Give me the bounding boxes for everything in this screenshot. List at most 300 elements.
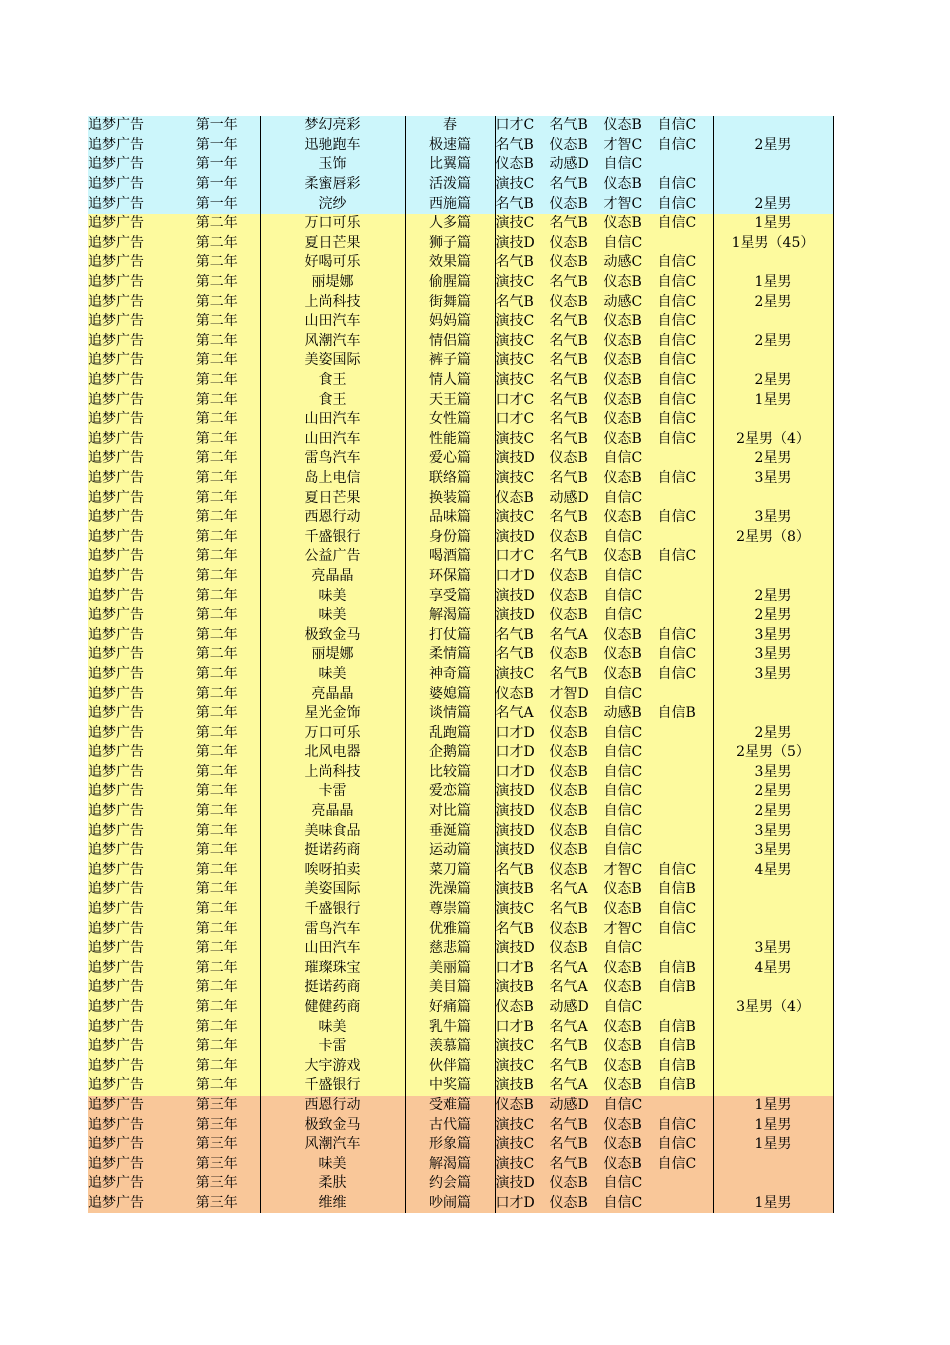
year-cell[interactable]: 第二年 bbox=[174, 684, 260, 704]
episode-cell[interactable]: 解渴篇 bbox=[405, 606, 495, 626]
episode-cell[interactable]: 尊崇篇 bbox=[405, 900, 495, 920]
year-cell[interactable]: 第三年 bbox=[174, 1194, 260, 1214]
episode-cell[interactable]: 谈情篇 bbox=[405, 704, 495, 724]
year-cell[interactable]: 第一年 bbox=[174, 194, 260, 214]
requirements-cell[interactable] bbox=[495, 1076, 713, 1096]
requirements-cell[interactable] bbox=[495, 998, 713, 1018]
star-cell[interactable] bbox=[713, 684, 833, 704]
episode-cell[interactable]: 对比篇 bbox=[405, 802, 495, 822]
requirements-cell[interactable] bbox=[495, 684, 713, 704]
show-cell[interactable]: 追梦广告 bbox=[88, 390, 174, 410]
client-cell[interactable]: 迅驰跑车 bbox=[260, 136, 405, 156]
episode-cell[interactable]: 比较篇 bbox=[405, 763, 495, 783]
show-cell[interactable]: 追梦广告 bbox=[88, 1076, 174, 1096]
show-cell[interactable]: 追梦广告 bbox=[88, 606, 174, 626]
client-cell[interactable]: 柔蜜唇彩 bbox=[260, 175, 405, 195]
star-cell[interactable] bbox=[713, 900, 833, 920]
year-cell[interactable]: 第二年 bbox=[174, 214, 260, 234]
show-cell[interactable]: 追梦广告 bbox=[88, 469, 174, 489]
requirements-cell[interactable] bbox=[495, 1135, 713, 1155]
requirements-cell[interactable] bbox=[495, 900, 713, 920]
requirements-cell[interactable] bbox=[495, 1037, 713, 1057]
show-cell[interactable]: 追梦广告 bbox=[88, 194, 174, 214]
star-cell[interactable]: 4星男 bbox=[713, 959, 833, 979]
year-cell[interactable]: 第二年 bbox=[174, 488, 260, 508]
episode-cell[interactable]: 换装篇 bbox=[405, 488, 495, 508]
episode-cell[interactable]: 古代篇 bbox=[405, 1115, 495, 1135]
requirements-cell[interactable] bbox=[495, 527, 713, 547]
year-cell[interactable]: 第二年 bbox=[174, 253, 260, 273]
star-cell[interactable] bbox=[713, 351, 833, 371]
year-cell[interactable]: 第二年 bbox=[174, 919, 260, 939]
year-cell[interactable]: 第二年 bbox=[174, 312, 260, 332]
requirements-cell[interactable] bbox=[495, 665, 713, 685]
requirements-cell[interactable] bbox=[495, 606, 713, 626]
client-cell[interactable]: 亮晶晶 bbox=[260, 567, 405, 587]
show-cell[interactable]: 追梦广告 bbox=[88, 880, 174, 900]
client-cell[interactable]: 极致金马 bbox=[260, 625, 405, 645]
client-cell[interactable]: 味美 bbox=[260, 1154, 405, 1174]
episode-cell[interactable]: 约会篇 bbox=[405, 1174, 495, 1194]
year-cell[interactable]: 第二年 bbox=[174, 645, 260, 665]
episode-cell[interactable]: 狮子篇 bbox=[405, 234, 495, 254]
star-cell[interactable]: 4星男 bbox=[713, 861, 833, 881]
requirements-cell[interactable] bbox=[495, 175, 713, 195]
year-cell[interactable]: 第二年 bbox=[174, 273, 260, 293]
episode-cell[interactable]: 环保篇 bbox=[405, 567, 495, 587]
star-cell[interactable]: 1星男 bbox=[713, 1194, 833, 1214]
show-cell[interactable]: 追梦广告 bbox=[88, 861, 174, 881]
episode-cell[interactable]: 活泼篇 bbox=[405, 175, 495, 195]
client-cell[interactable]: 亮晶晶 bbox=[260, 684, 405, 704]
client-cell[interactable]: 柔肤 bbox=[260, 1174, 405, 1194]
episode-cell[interactable]: 品味篇 bbox=[405, 508, 495, 528]
requirements-cell[interactable] bbox=[495, 939, 713, 959]
requirements-cell[interactable] bbox=[495, 234, 713, 254]
episode-cell[interactable]: 受难篇 bbox=[405, 1096, 495, 1116]
episode-cell[interactable]: 爱心篇 bbox=[405, 449, 495, 469]
requirements-cell[interactable] bbox=[495, 371, 713, 391]
client-cell[interactable]: 食王 bbox=[260, 371, 405, 391]
show-cell[interactable]: 追梦广告 bbox=[88, 410, 174, 430]
show-cell[interactable]: 追梦广告 bbox=[88, 625, 174, 645]
star-cell[interactable]: 3星男 bbox=[713, 821, 833, 841]
show-cell[interactable]: 追梦广告 bbox=[88, 234, 174, 254]
show-cell[interactable]: 追梦广告 bbox=[88, 645, 174, 665]
star-cell[interactable]: 2星男（4） bbox=[713, 430, 833, 450]
year-cell[interactable]: 第二年 bbox=[174, 1057, 260, 1077]
episode-cell[interactable]: 美丽篇 bbox=[405, 959, 495, 979]
show-cell[interactable]: 追梦广告 bbox=[88, 155, 174, 175]
show-cell[interactable]: 追梦广告 bbox=[88, 508, 174, 528]
client-cell[interactable]: 大宇游戏 bbox=[260, 1057, 405, 1077]
star-cell[interactable]: 2星男 bbox=[713, 586, 833, 606]
star-cell[interactable] bbox=[713, 253, 833, 273]
year-cell[interactable]: 第二年 bbox=[174, 841, 260, 861]
show-cell[interactable]: 追梦广告 bbox=[88, 841, 174, 861]
star-cell[interactable]: 3星男 bbox=[713, 939, 833, 959]
star-cell[interactable] bbox=[713, 1037, 833, 1057]
client-cell[interactable]: 千盛银行 bbox=[260, 527, 405, 547]
year-cell[interactable]: 第二年 bbox=[174, 1076, 260, 1096]
show-cell[interactable]: 追梦广告 bbox=[88, 332, 174, 352]
star-cell[interactable] bbox=[713, 312, 833, 332]
star-cell[interactable] bbox=[713, 547, 833, 567]
episode-cell[interactable]: 柔情篇 bbox=[405, 645, 495, 665]
show-cell[interactable]: 追梦广告 bbox=[88, 919, 174, 939]
requirements-cell[interactable] bbox=[495, 625, 713, 645]
year-cell[interactable]: 第二年 bbox=[174, 567, 260, 587]
episode-cell[interactable]: 好痛篇 bbox=[405, 998, 495, 1018]
episode-cell[interactable]: 性能篇 bbox=[405, 430, 495, 450]
episode-cell[interactable]: 女性篇 bbox=[405, 410, 495, 430]
show-cell[interactable]: 追梦广告 bbox=[88, 998, 174, 1018]
show-cell[interactable]: 追梦广告 bbox=[88, 1115, 174, 1135]
year-cell[interactable]: 第二年 bbox=[174, 743, 260, 763]
show-cell[interactable]: 追梦广告 bbox=[88, 802, 174, 822]
year-cell[interactable]: 第二年 bbox=[174, 449, 260, 469]
year-cell[interactable]: 第一年 bbox=[174, 155, 260, 175]
star-cell[interactable] bbox=[713, 704, 833, 724]
client-cell[interactable]: 食王 bbox=[260, 390, 405, 410]
show-cell[interactable]: 追梦广告 bbox=[88, 351, 174, 371]
year-cell[interactable]: 第二年 bbox=[174, 234, 260, 254]
requirements-cell[interactable] bbox=[495, 449, 713, 469]
client-cell[interactable]: 美姿国际 bbox=[260, 351, 405, 371]
episode-cell[interactable]: 街舞篇 bbox=[405, 292, 495, 312]
client-cell[interactable]: 浣纱 bbox=[260, 194, 405, 214]
client-cell[interactable]: 上尚科技 bbox=[260, 292, 405, 312]
client-cell[interactable]: 夏日芒果 bbox=[260, 234, 405, 254]
star-cell[interactable] bbox=[713, 488, 833, 508]
client-cell[interactable]: 雷鸟汽车 bbox=[260, 449, 405, 469]
requirements-cell[interactable] bbox=[495, 1174, 713, 1194]
requirements-cell[interactable] bbox=[495, 959, 713, 979]
year-cell[interactable]: 第三年 bbox=[174, 1174, 260, 1194]
client-cell[interactable]: 味美 bbox=[260, 586, 405, 606]
requirements-cell[interactable] bbox=[495, 390, 713, 410]
year-cell[interactable]: 第三年 bbox=[174, 1135, 260, 1155]
star-cell[interactable]: 1星男 bbox=[713, 1096, 833, 1116]
year-cell[interactable]: 第二年 bbox=[174, 390, 260, 410]
star-cell[interactable]: 2星男 bbox=[713, 194, 833, 214]
requirements-cell[interactable] bbox=[495, 586, 713, 606]
star-cell[interactable]: 2星男（8） bbox=[713, 527, 833, 547]
show-cell[interactable]: 追梦广告 bbox=[88, 1057, 174, 1077]
client-cell[interactable]: 夏日芒果 bbox=[260, 488, 405, 508]
year-cell[interactable]: 第二年 bbox=[174, 998, 260, 1018]
star-cell[interactable] bbox=[713, 1076, 833, 1096]
star-cell[interactable]: 2星男（5） bbox=[713, 743, 833, 763]
client-cell[interactable]: 亮晶晶 bbox=[260, 802, 405, 822]
star-cell[interactable]: 3星男（4） bbox=[713, 998, 833, 1018]
episode-cell[interactable]: 爱恋篇 bbox=[405, 782, 495, 802]
star-cell[interactable]: 1星男（45） bbox=[713, 234, 833, 254]
show-cell[interactable]: 追梦广告 bbox=[88, 312, 174, 332]
client-cell[interactable]: 千盛银行 bbox=[260, 900, 405, 920]
requirements-cell[interactable] bbox=[495, 1115, 713, 1135]
client-cell[interactable]: 北风电器 bbox=[260, 743, 405, 763]
star-cell[interactable] bbox=[713, 567, 833, 587]
year-cell[interactable]: 第二年 bbox=[174, 939, 260, 959]
show-cell[interactable]: 追梦广告 bbox=[88, 1154, 174, 1174]
client-cell[interactable]: 美味食品 bbox=[260, 821, 405, 841]
client-cell[interactable]: 玉饰 bbox=[260, 155, 405, 175]
star-cell[interactable]: 1星男 bbox=[713, 214, 833, 234]
episode-cell[interactable]: 优雅篇 bbox=[405, 919, 495, 939]
client-cell[interactable]: 山田汽车 bbox=[260, 939, 405, 959]
year-cell[interactable]: 第二年 bbox=[174, 802, 260, 822]
year-cell[interactable]: 第二年 bbox=[174, 606, 260, 626]
show-cell[interactable]: 追梦广告 bbox=[88, 488, 174, 508]
episode-cell[interactable]: 洗澡篇 bbox=[405, 880, 495, 900]
show-cell[interactable]: 追梦广告 bbox=[88, 763, 174, 783]
episode-cell[interactable]: 乱跑篇 bbox=[405, 723, 495, 743]
client-cell[interactable]: 雷鸟汽车 bbox=[260, 919, 405, 939]
year-cell[interactable]: 第一年 bbox=[174, 116, 260, 136]
year-cell[interactable]: 第二年 bbox=[174, 900, 260, 920]
client-cell[interactable]: 万口可乐 bbox=[260, 723, 405, 743]
show-cell[interactable]: 追梦广告 bbox=[88, 665, 174, 685]
client-cell[interactable]: 维维 bbox=[260, 1194, 405, 1214]
episode-cell[interactable]: 婆媳篇 bbox=[405, 684, 495, 704]
requirements-cell[interactable] bbox=[495, 410, 713, 430]
star-cell[interactable]: 2星男 bbox=[713, 606, 833, 626]
year-cell[interactable]: 第二年 bbox=[174, 625, 260, 645]
star-cell[interactable] bbox=[713, 175, 833, 195]
year-cell[interactable]: 第二年 bbox=[174, 704, 260, 724]
show-cell[interactable]: 追梦广告 bbox=[88, 900, 174, 920]
show-cell[interactable]: 追梦广告 bbox=[88, 527, 174, 547]
year-cell[interactable]: 第二年 bbox=[174, 547, 260, 567]
show-cell[interactable]: 追梦广告 bbox=[88, 449, 174, 469]
requirements-cell[interactable] bbox=[495, 743, 713, 763]
year-cell[interactable]: 第三年 bbox=[174, 1154, 260, 1174]
requirements-cell[interactable] bbox=[495, 782, 713, 802]
episode-cell[interactable]: 春 bbox=[405, 116, 495, 136]
episode-cell[interactable]: 菜刀篇 bbox=[405, 861, 495, 881]
show-cell[interactable]: 追梦广告 bbox=[88, 1194, 174, 1214]
requirements-cell[interactable] bbox=[495, 704, 713, 724]
requirements-cell[interactable] bbox=[495, 273, 713, 293]
client-cell[interactable]: 风潮汽车 bbox=[260, 1135, 405, 1155]
episode-cell[interactable]: 形象篇 bbox=[405, 1135, 495, 1155]
star-cell[interactable]: 1星男 bbox=[713, 273, 833, 293]
client-cell[interactable]: 千盛银行 bbox=[260, 1076, 405, 1096]
episode-cell[interactable]: 享受篇 bbox=[405, 586, 495, 606]
star-cell[interactable]: 1星男 bbox=[713, 1135, 833, 1155]
star-cell[interactable]: 2星男 bbox=[713, 802, 833, 822]
show-cell[interactable]: 追梦广告 bbox=[88, 567, 174, 587]
star-cell[interactable] bbox=[713, 880, 833, 900]
star-cell[interactable] bbox=[713, 410, 833, 430]
episode-cell[interactable]: 解渴篇 bbox=[405, 1154, 495, 1174]
requirements-cell[interactable] bbox=[495, 312, 713, 332]
requirements-cell[interactable] bbox=[495, 1194, 713, 1214]
episode-cell[interactable]: 企鹅篇 bbox=[405, 743, 495, 763]
episode-cell[interactable]: 效果篇 bbox=[405, 253, 495, 273]
show-cell[interactable]: 追梦广告 bbox=[88, 1135, 174, 1155]
year-cell[interactable]: 第二年 bbox=[174, 959, 260, 979]
requirements-cell[interactable] bbox=[495, 194, 713, 214]
year-cell[interactable]: 第三年 bbox=[174, 1096, 260, 1116]
year-cell[interactable]: 第二年 bbox=[174, 861, 260, 881]
star-cell[interactable]: 2星男 bbox=[713, 371, 833, 391]
requirements-cell[interactable] bbox=[495, 880, 713, 900]
episode-cell[interactable]: 情侣篇 bbox=[405, 332, 495, 352]
show-cell[interactable]: 追梦广告 bbox=[88, 821, 174, 841]
requirements-cell[interactable] bbox=[495, 567, 713, 587]
episode-cell[interactable]: 联络篇 bbox=[405, 469, 495, 489]
client-cell[interactable]: 味美 bbox=[260, 1017, 405, 1037]
show-cell[interactable]: 追梦广告 bbox=[88, 743, 174, 763]
show-cell[interactable]: 追梦广告 bbox=[88, 704, 174, 724]
episode-cell[interactable]: 伙伴篇 bbox=[405, 1057, 495, 1077]
episode-cell[interactable]: 极速篇 bbox=[405, 136, 495, 156]
requirements-cell[interactable] bbox=[495, 488, 713, 508]
year-cell[interactable]: 第二年 bbox=[174, 723, 260, 743]
client-cell[interactable]: 西恩行动 bbox=[260, 1096, 405, 1116]
show-cell[interactable]: 追梦广告 bbox=[88, 959, 174, 979]
requirements-cell[interactable] bbox=[495, 469, 713, 489]
client-cell[interactable]: 味美 bbox=[260, 606, 405, 626]
client-cell[interactable]: 美姿国际 bbox=[260, 880, 405, 900]
star-cell[interactable]: 2星男 bbox=[713, 723, 833, 743]
episode-cell[interactable]: 情人篇 bbox=[405, 371, 495, 391]
requirements-cell[interactable] bbox=[495, 430, 713, 450]
requirements-cell[interactable] bbox=[495, 821, 713, 841]
requirements-cell[interactable] bbox=[495, 978, 713, 998]
episode-cell[interactable]: 运动篇 bbox=[405, 841, 495, 861]
episode-cell[interactable]: 垂涎篇 bbox=[405, 821, 495, 841]
requirements-cell[interactable] bbox=[495, 1154, 713, 1174]
client-cell[interactable]: 健健药商 bbox=[260, 998, 405, 1018]
year-cell[interactable]: 第二年 bbox=[174, 1017, 260, 1037]
year-cell[interactable]: 第一年 bbox=[174, 175, 260, 195]
show-cell[interactable]: 追梦广告 bbox=[88, 723, 174, 743]
requirements-cell[interactable] bbox=[495, 547, 713, 567]
episode-cell[interactable]: 西施篇 bbox=[405, 194, 495, 214]
client-cell[interactable]: 卡雷 bbox=[260, 782, 405, 802]
episode-cell[interactable]: 天王篇 bbox=[405, 390, 495, 410]
show-cell[interactable]: 追梦广告 bbox=[88, 116, 174, 136]
star-cell[interactable]: 2星男 bbox=[713, 782, 833, 802]
client-cell[interactable]: 星光金饰 bbox=[260, 704, 405, 724]
star-cell[interactable]: 3星男 bbox=[713, 625, 833, 645]
year-cell[interactable]: 第二年 bbox=[174, 332, 260, 352]
requirements-cell[interactable] bbox=[495, 351, 713, 371]
client-cell[interactable]: 风潮汽车 bbox=[260, 332, 405, 352]
episode-cell[interactable]: 吵闹篇 bbox=[405, 1194, 495, 1214]
star-cell[interactable]: 2星男 bbox=[713, 332, 833, 352]
year-cell[interactable]: 第二年 bbox=[174, 430, 260, 450]
episode-cell[interactable]: 乳牛篇 bbox=[405, 1017, 495, 1037]
client-cell[interactable]: 好喝可乐 bbox=[260, 253, 405, 273]
episode-cell[interactable]: 喝酒篇 bbox=[405, 547, 495, 567]
requirements-cell[interactable] bbox=[495, 645, 713, 665]
show-cell[interactable]: 追梦广告 bbox=[88, 292, 174, 312]
year-cell[interactable]: 第二年 bbox=[174, 978, 260, 998]
year-cell[interactable]: 第二年 bbox=[174, 1037, 260, 1057]
episode-cell[interactable]: 身份篇 bbox=[405, 527, 495, 547]
requirements-cell[interactable] bbox=[495, 763, 713, 783]
year-cell[interactable]: 第二年 bbox=[174, 821, 260, 841]
requirements-cell[interactable] bbox=[495, 802, 713, 822]
star-cell[interactable]: 2星男 bbox=[713, 449, 833, 469]
requirements-cell[interactable] bbox=[495, 919, 713, 939]
year-cell[interactable]: 第二年 bbox=[174, 371, 260, 391]
client-cell[interactable]: 挺诺药商 bbox=[260, 841, 405, 861]
requirements-cell[interactable] bbox=[495, 214, 713, 234]
show-cell[interactable]: 追梦广告 bbox=[88, 939, 174, 959]
episode-cell[interactable]: 中奖篇 bbox=[405, 1076, 495, 1096]
year-cell[interactable]: 第三年 bbox=[174, 1115, 260, 1135]
requirements-cell[interactable] bbox=[495, 1096, 713, 1116]
episode-cell[interactable]: 美目篇 bbox=[405, 978, 495, 998]
show-cell[interactable]: 追梦广告 bbox=[88, 136, 174, 156]
year-cell[interactable]: 第二年 bbox=[174, 410, 260, 430]
show-cell[interactable]: 追梦广告 bbox=[88, 547, 174, 567]
requirements-cell[interactable] bbox=[495, 116, 713, 136]
requirements-cell[interactable] bbox=[495, 508, 713, 528]
star-cell[interactable]: 3星男 bbox=[713, 508, 833, 528]
year-cell[interactable]: 第二年 bbox=[174, 586, 260, 606]
show-cell[interactable]: 追梦广告 bbox=[88, 175, 174, 195]
star-cell[interactable] bbox=[713, 978, 833, 998]
requirements-cell[interactable] bbox=[495, 332, 713, 352]
star-cell[interactable]: 2星男 bbox=[713, 136, 833, 156]
client-cell[interactable]: 唉呀拍卖 bbox=[260, 861, 405, 881]
show-cell[interactable]: 追梦广告 bbox=[88, 586, 174, 606]
client-cell[interactable]: 上尚科技 bbox=[260, 763, 405, 783]
requirements-cell[interactable] bbox=[495, 1057, 713, 1077]
episode-cell[interactable]: 妈妈篇 bbox=[405, 312, 495, 332]
star-cell[interactable]: 3星男 bbox=[713, 645, 833, 665]
year-cell[interactable]: 第二年 bbox=[174, 782, 260, 802]
star-cell[interactable] bbox=[713, 1154, 833, 1174]
client-cell[interactable]: 万口可乐 bbox=[260, 214, 405, 234]
client-cell[interactable]: 丽堤娜 bbox=[260, 273, 405, 293]
client-cell[interactable]: 山田汽车 bbox=[260, 410, 405, 430]
show-cell[interactable]: 追梦广告 bbox=[88, 978, 174, 998]
client-cell[interactable]: 卡雷 bbox=[260, 1037, 405, 1057]
client-cell[interactable]: 梦幻亮彩 bbox=[260, 116, 405, 136]
client-cell[interactable]: 挺诺药商 bbox=[260, 978, 405, 998]
client-cell[interactable]: 丽堤娜 bbox=[260, 645, 405, 665]
star-cell[interactable]: 2星男 bbox=[713, 292, 833, 312]
show-cell[interactable]: 追梦广告 bbox=[88, 371, 174, 391]
star-cell[interactable] bbox=[713, 116, 833, 136]
show-cell[interactable]: 追梦广告 bbox=[88, 214, 174, 234]
year-cell[interactable]: 第一年 bbox=[174, 136, 260, 156]
client-cell[interactable]: 山田汽车 bbox=[260, 312, 405, 332]
star-cell[interactable]: 1星男 bbox=[713, 1115, 833, 1135]
client-cell[interactable]: 味美 bbox=[260, 665, 405, 685]
star-cell[interactable]: 3星男 bbox=[713, 841, 833, 861]
star-cell[interactable] bbox=[713, 1174, 833, 1194]
episode-cell[interactable]: 偷腥篇 bbox=[405, 273, 495, 293]
star-cell[interactable] bbox=[713, 155, 833, 175]
star-cell[interactable] bbox=[713, 1017, 833, 1037]
year-cell[interactable]: 第二年 bbox=[174, 665, 260, 685]
show-cell[interactable]: 追梦广告 bbox=[88, 1096, 174, 1116]
episode-cell[interactable]: 比翼篇 bbox=[405, 155, 495, 175]
year-cell[interactable]: 第二年 bbox=[174, 527, 260, 547]
show-cell[interactable]: 追梦广告 bbox=[88, 1174, 174, 1194]
requirements-cell[interactable] bbox=[495, 292, 713, 312]
show-cell[interactable]: 追梦广告 bbox=[88, 253, 174, 273]
client-cell[interactable]: 山田汽车 bbox=[260, 430, 405, 450]
